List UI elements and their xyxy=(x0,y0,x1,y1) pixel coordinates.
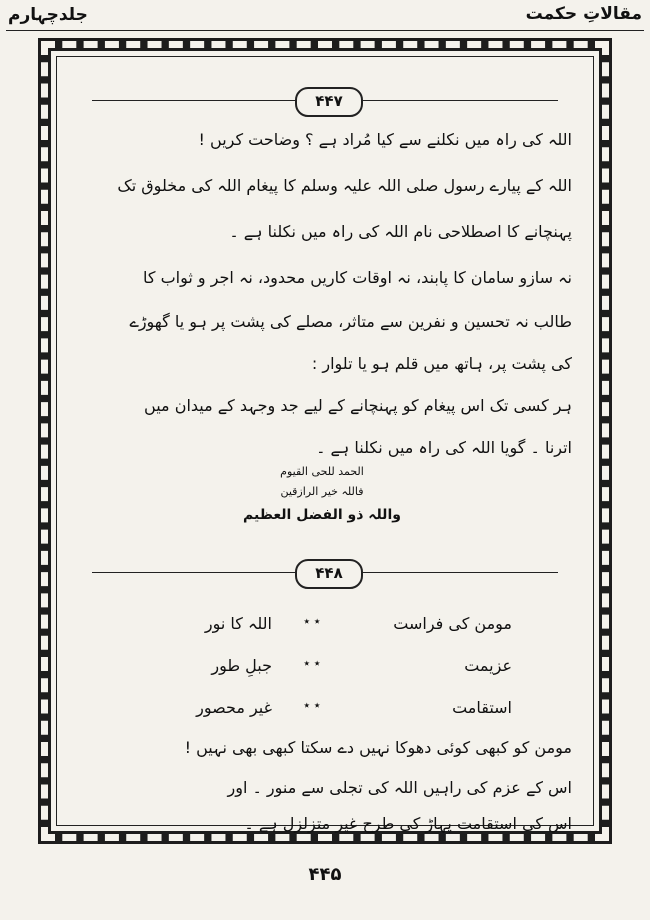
section-1-line: طالب نہ تحسین و نفرین سے متاثر، مصلے کی پشت پر ہو یا گھوڑے xyxy=(129,312,572,331)
section-2-line: اس کی استقامت پہاڑ کی طرح غیر متزلزل ہے ۔ xyxy=(244,814,572,833)
page-content xyxy=(62,62,588,833)
verse-left: غیر محصور xyxy=(196,698,272,717)
verse-right: استقامت xyxy=(452,698,512,717)
section-1-line: نہ سازو سامان کا پابند، نہ اوقات کاریں محدود، نہ اجر و ثواب کا xyxy=(142,268,572,287)
section-1-number-badge: ۴۴۷ xyxy=(295,87,363,117)
section-1-line: اللہ کے پیارے رسول صلی اللہ علیہ وسلم کا پیغام اللہ کی مخلوق تک xyxy=(117,176,572,195)
section-1-line: کی پشت پر، ہاتھ میں قلم ہو یا تلوار : xyxy=(311,354,572,373)
closing-line-1: الحمد للحی القیوم xyxy=(280,465,364,478)
verse-marks: ٭ ٭ xyxy=(303,614,321,628)
section-1-line: اترنا ۔ گویا اللہ کی راہ میں نکلنا ہے ۔ xyxy=(316,438,572,457)
header-rule xyxy=(6,30,644,31)
page-number: ۴۴۵ xyxy=(308,864,342,885)
section-2-number-badge: ۴۴۸ xyxy=(295,559,363,589)
closing-line-3: واللہ ذو الفضل العظیم xyxy=(243,507,401,523)
verse-right: عزیمت xyxy=(464,656,512,675)
verse-marks: ٭ ٭ xyxy=(303,698,321,712)
section-2-line: مومن کو کبھی کوئی دھوکا نہیں دے سکتا کبھی بھی نہیں ! xyxy=(184,738,572,757)
section-2-line: اس کے عزم کی راہیں اللہ کی تجلی سے منور ۔ اور xyxy=(227,778,572,797)
verse-left: اللہ کا نور xyxy=(204,614,272,633)
section-1-question: اللہ کی راہ میں نکلنے سے کیا مُراد ہے ؟ وضاحت کریں ! xyxy=(198,130,572,149)
closing-line-2: فاللہ خیر الرازقین xyxy=(280,485,364,498)
verse-marks: ٭ ٭ xyxy=(303,656,321,670)
volume-label: جلدچہارم xyxy=(8,5,88,25)
book-title: مقالاتِ حکمت xyxy=(525,4,642,24)
verse-left: جبلِ طور xyxy=(211,656,272,675)
section-1-line: ہر کسی تک اس پیغام کو پہنچانے کے لیے جد وجہد کے میدان میں xyxy=(144,396,572,415)
section-1-line: پہنچانے کا اصطلاحی نام اللہ کی راہ میں نکلنا ہے ۔ xyxy=(229,222,572,241)
verse-right: مومن کی فراست xyxy=(393,614,512,633)
